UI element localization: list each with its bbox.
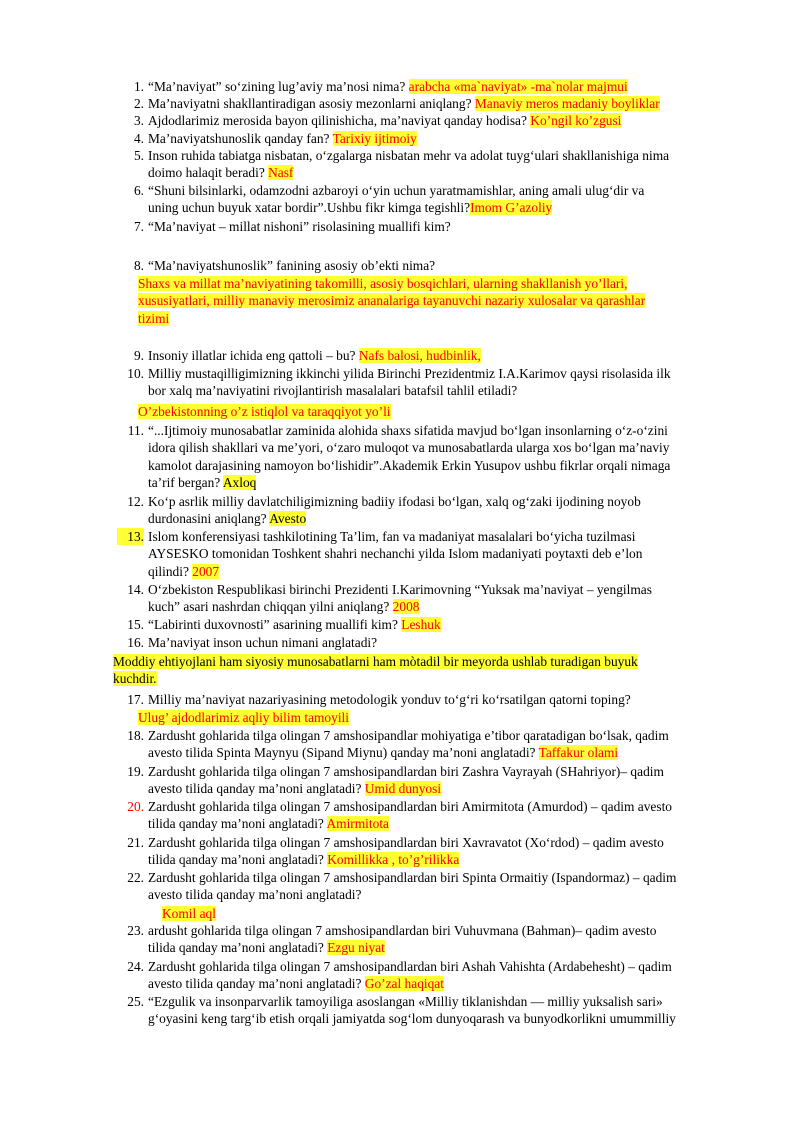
list-item — [127, 365, 748, 400]
answer-highlight: Imom G’azoliy — [470, 200, 553, 216]
question-text: O‘zbekiston Respublikasi birinchi Prezidenti I.Karimovning “Yuksak ma’naviyat – yengilmas — [148, 582, 652, 597]
question-text: “Labirinti duxovnosti” asarining muallifi kim? — [148, 617, 402, 632]
answer-highlight: kuchdir. — [113, 671, 157, 687]
item-number: 10. — [127, 366, 144, 381]
answer-highlight: Komil aql — [162, 906, 216, 921]
item-number: 18. — [127, 728, 144, 743]
item-number: 4. — [133, 131, 144, 146]
question-text: Ajdodlarimiz merosida bayon qilinishicha, ma’naviyat qanday hodisa? — [148, 113, 531, 128]
question-text: “...Ijtimoiy munosabatlar zaminida alohida shaxs sifatida mavjud bo‘lgan insonlarning o‘z-o‘zini — [148, 423, 668, 438]
answer-highlight: Leshuk — [401, 617, 441, 632]
answer-highlight: arabcha «ma`naviyat» -ma`nolar majmui — [408, 79, 628, 94]
list-item — [133, 257, 748, 274]
answer-highlight: tizimi — [138, 310, 170, 326]
item-number: 24. — [127, 959, 144, 974]
item-number: 21. — [127, 835, 144, 850]
list-item — [127, 422, 748, 491]
question-text: doimo halaqit beradi? — [148, 165, 269, 181]
answer-highlight: Shaxs va millat ma’naviyatining takomilli, asosiy bosqichlari, ularning shakllanish yo’llari, — [138, 276, 628, 291]
answer-highlight: Amirmitota — [326, 816, 389, 832]
question-text: avesto tilida qanday ma’noni anglatadi? — [148, 887, 362, 903]
question-text: Zardusht gohlarida tilga olingan 7 amshosipandlar mohiyatiga e’tibor qaratadigan bo‘lsak, qadim — [148, 728, 669, 743]
answer-highlight: Avesto — [269, 511, 307, 527]
item-number: 25. — [127, 994, 144, 1009]
list-item — [133, 218, 748, 235]
question-text: “Shuni bilsinlarki, odamzodni azbaroyi o‘yin uchun yaratmamishlar, aning amali ulug‘dir va — [148, 183, 645, 198]
item-number: 12. — [127, 494, 144, 509]
answer-highlight: xususiyatlari, milliy manaviy merosimiz ananalariga tayanuvchi nazariy xulosalar va qarashlar — [138, 293, 646, 309]
list-item — [133, 147, 748, 182]
question-text: AYSESKO tomonidan Toshkent shahri nechanchi yilda Islom madaniyati poytaxti deb e’lon — [148, 546, 643, 562]
question-text: tilida qanday ma’noni anglatadi? — [148, 940, 328, 956]
question-text: Ko‘p asrlik milliy davlatchiligimizning badiiy ifodasi bo‘lgan, xalq og‘zaki ijodining noyob — [148, 494, 641, 509]
question-text: bor xalq ma’naviyatini rivojlantirish masalalari batafsil tahlil etiladi? — [148, 383, 518, 399]
question-text: ardusht gohlarida tilga olingan 7 amshosipandlardan biri Vuhuvmana (Bahman)– qadim avesto — [148, 923, 657, 938]
list-item — [133, 78, 748, 95]
question-text: qilindi? — [148, 563, 193, 579]
answer-block — [138, 709, 718, 726]
question-text: Ma’naviyatshunoslik qanday fan? — [148, 131, 333, 146]
answer-highlight: Nasf — [268, 165, 294, 181]
list-item — [127, 493, 748, 528]
item-number: 13. — [117, 528, 144, 545]
list-item — [127, 691, 748, 708]
list-item — [127, 581, 748, 616]
question-text: Zardusht gohlarida tilga olingan 7 amshosipandlardan biri Xavravatot (Xo‘rdod) – qadim avesto — [148, 835, 664, 850]
question-text: ta’rif bergan? — [148, 474, 223, 490]
answer-highlight: Tarixiy ijtimoiy — [332, 131, 417, 146]
question-text: avesto tilida Spinta Maynyu (Sipand Miynu) qanday ma’noni anglatadi? — [148, 745, 539, 761]
item-number: 16. — [127, 635, 144, 650]
list-item — [127, 763, 748, 798]
answer-highlight: Moddiy ehtiyojlani ham siyosiy munosabatlarni ham mòtadil bir meyorda ushlab turadigan buyuk — [113, 654, 638, 669]
question-text: Milliy ma’naviyat nazariyasining metodologik yonduv to‘g‘ri ko‘rsatilgan qatorni toping? — [148, 692, 631, 707]
question-text: avesto tilida qanday ma’noni anglatadi? — [148, 976, 365, 992]
item-number: 3. — [133, 113, 144, 128]
answer-highlight: Umid dunyosi — [364, 781, 442, 797]
question-text: idora qilish shakllari va me’yori, o‘zaro muloqot va munosabatlarda ularga xos bo‘lgan ma’naviy — [148, 440, 670, 456]
item-number: 11. — [127, 423, 144, 438]
answer-highlight: Ezgu niyat — [327, 940, 385, 956]
item-number: 15. — [127, 617, 144, 632]
list-item — [127, 616, 748, 633]
question-text: Insoniy illatlar ichida eng qattoli – bu? — [148, 348, 359, 363]
item-number: 6. — [133, 183, 144, 198]
list-item — [127, 869, 748, 904]
list-item — [127, 727, 748, 762]
answer-block — [138, 403, 718, 420]
answer-highlight: O’zbekistonning o’z istiqlol va taraqqiyot yo’li — [138, 404, 391, 419]
list-item — [133, 182, 748, 217]
list-item — [133, 130, 748, 147]
item-number: 1. — [133, 79, 144, 94]
answer-highlight: Nafs balosi, hudbinlik, — [358, 348, 481, 363]
answer-highlight: Taffakur olami — [538, 745, 619, 761]
item-number: 8. — [133, 258, 144, 273]
question-text: “Ma’naviyat” so‘zining lug’aviy ma’nosi nima? — [148, 79, 409, 94]
question-text: g‘oyasini keng targ‘ib etish orqali jamiyatda sog‘lom dunyoqarash va bunyodkorlikni umummilliy — [148, 1011, 676, 1027]
answer-highlight: Manaviy meros madaniy boyliklar — [474, 96, 660, 111]
question-text: kamolot darajasining namoyon bo‘lishidir”.Akademik Erkin Yusupov ushbu fikrlar orqali nimaga — [148, 457, 671, 473]
list-item — [127, 528, 748, 580]
answer-highlight: Axloq — [222, 474, 257, 490]
answer-highlight: Go’zal haqiqat — [364, 976, 444, 992]
list-item — [127, 993, 748, 1028]
question-text: Zardusht gohlarida tilga olingan 7 amshosipandlardan biri Spinta Ormaitiy (Ispandormaz) – qadim — [148, 870, 677, 885]
answer-block — [113, 653, 733, 688]
list-item — [127, 958, 748, 993]
question-text: Ma’naviyatni shakllantiradigan asosiy mezonlarni aniqlang? — [148, 96, 475, 111]
answer-highlight: 2008 — [392, 599, 420, 615]
answer-highlight: Komillikka , to’g’rilikka — [327, 852, 460, 868]
item-number: 5. — [133, 148, 144, 163]
list-item — [127, 922, 748, 957]
list-item — [127, 798, 748, 833]
question-text: tilida qanday ma’noni anglatadi? — [148, 852, 328, 868]
answer-block — [138, 275, 718, 327]
answer-block — [162, 905, 742, 922]
item-number: 2. — [133, 96, 144, 111]
list-item — [133, 112, 748, 129]
answer-highlight: Ulug’ ajdodlarimiz aqliy bilim tamoyili — [138, 710, 349, 725]
question-text: Zardusht gohlarida tilga olingan 7 amshosipandlardan biri Zashra Vayrayah (SHahriyor)– qadim — [148, 764, 664, 779]
question-text: tilida qanday ma’noni anglatadi? — [148, 816, 327, 832]
item-number: 23. — [127, 923, 144, 938]
question-text: Islom konferensiyasi tashkilotining Ta’lim, fan va madaniyat masalalari bo‘yicha tuzilmasi — [148, 529, 636, 544]
answer-highlight: Ko’ngil ko’zgusi — [530, 113, 622, 128]
question-text: “Ma’naviyatshunoslik” fanining asosiy ob’ekti nima? — [148, 258, 436, 273]
question-text: Zardusht gohlarida tilga olingan 7 amshosipandlardan biri Amirmitota (Amurdod) – qadim avesto — [148, 799, 672, 814]
item-number: 22. — [127, 870, 144, 885]
list-item — [133, 95, 748, 112]
item-number: 9. — [133, 348, 144, 363]
answer-highlight: 2007 — [192, 563, 220, 579]
question-text: kuch” asari nashrdan chiqqan yilni aniqlang? — [148, 599, 393, 615]
list-item — [133, 347, 748, 364]
question-text: Milliy mustaqilligimizning ikkinchi yilida Birinchi Prezidentmiz I.A.Karimov qaysi risolasida ilk — [148, 366, 671, 381]
question-text: uning uchun buyuk xatar bordir”.Ushbu fikr kimga tegishli? — [148, 200, 471, 216]
question-text: “Ma’naviyat – millat nishoni” risolasining muallifi kim? — [148, 219, 451, 234]
question-text: “Ezgulik va insonparvarlik tamoyiliga asoslangan «Milliy tiklanishdan — milliy yuksalish sari» — [148, 994, 663, 1009]
question-text: Ma’naviyat inson uchun nimani anglatadi? — [148, 635, 378, 650]
list-item — [127, 834, 748, 869]
question-text: Inson ruhida tabiatga nisbatan, o‘zgalarga nisbatan mehr va adolat tuyg‘ulari shakllanishiga nima — [148, 148, 670, 163]
question-text: Zardusht gohlarida tilga olingan 7 amshosipandlardan biri Ashah Vahishta (Ardabehesht) – qadim — [148, 959, 672, 974]
question-text: durdonasini aniqlang? — [148, 511, 270, 527]
list-item — [127, 634, 748, 651]
item-number: 7. — [133, 219, 144, 234]
question-text: avesto tilida qanday ma’noni anglatadi? — [148, 781, 365, 797]
item-number: 14. — [127, 582, 144, 597]
item-number: 19. — [127, 764, 144, 779]
item-number: 17. — [127, 692, 144, 707]
item-number: 20. — [127, 799, 144, 814]
